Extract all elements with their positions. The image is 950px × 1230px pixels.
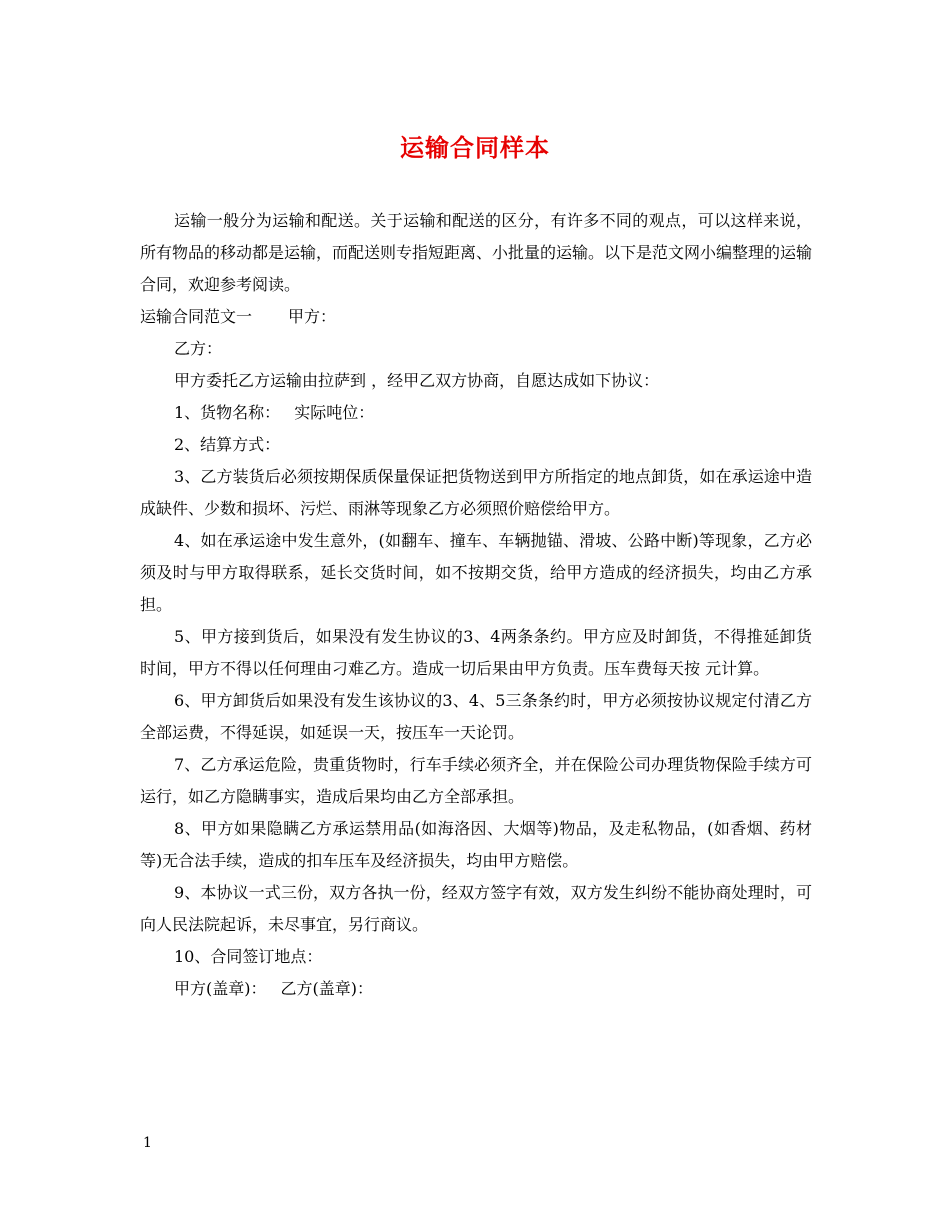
sample-heading: 运输合同范文一 xyxy=(140,307,253,326)
clause-2: 2、结算方式： xyxy=(174,435,281,454)
clause-1 xyxy=(140,397,812,429)
clause-5: 5、甲方接到货后，如果没有发生协议的3、4两条条约。甲方应及时卸货，不得推延卸货时间，甲方不得以任何理由刁难乙方。造成一切后果由甲方负责。压车费每天按 元计算。 xyxy=(140,627,812,678)
document-title: 运输合同样本 xyxy=(400,134,550,162)
clause-7: 7、乙方承运危险，贵重货物时，行车手续必须齐全，并在保险公司办理货物保险手续方可运行，如乙方隐瞒事实，造成后果均由乙方全部承担。 xyxy=(140,755,812,806)
sample-heading-line xyxy=(140,301,812,333)
party-a-label: 甲方： xyxy=(288,307,337,326)
document-body xyxy=(140,205,812,1005)
party-b-label: 乙方： xyxy=(174,339,223,358)
clause-10: 10、合同签订地点： xyxy=(174,947,323,966)
signature-line xyxy=(140,973,812,1005)
clause-1-actual-weight: 实际吨位： xyxy=(294,403,375,422)
party-a-seal: 甲方(盖章)： xyxy=(174,979,267,998)
clause-3: 3、乙方装货后必须按期保质保量保证把货物送到甲方所指定的地点卸货，如在承运途中造成缺件、少数和损坏、污烂、雨淋等现象乙方必须照价赔偿给甲方。 xyxy=(140,467,812,518)
clause-6: 6、甲方卸货后如果没有发生该协议的3、4、5三条条约时，甲方必须按协议规定付清乙方全部运费，不得延误，如延误一天，按压车一天论罚。 xyxy=(140,691,812,742)
party-b-seal: 乙方(盖章)： xyxy=(280,979,373,998)
intro-paragraph: 运输一般分为运输和配送。关于运输和配送的区分，有许多不同的观点，可以这样来说，所有物品的移动都是运输，而配送则专指短距离、小批量的运输。以下是范文网小编整理的运输合同，欢迎参考阅读。 xyxy=(140,211,813,294)
clause-9: 9、本协议一式三份，双方各执一份，经双方签字有效，双方发生纠纷不能协商处理时，可向人民法院起诉，未尽事宜，另行商议。 xyxy=(140,883,812,934)
clause-8: 8、甲方如果隐瞒乙方承运禁用品(如海洛因、大烟等)物品，及走私物品，(如香烟、药材等)无合法手续，造成的扣车压车及经济损失，均由甲方赔偿。 xyxy=(140,819,812,870)
page-number: 1 xyxy=(143,1135,152,1151)
preamble-paragraph: 甲方委托乙方运输由拉萨到 ，经甲乙双方协商，自愿达成如下协议： xyxy=(174,371,660,390)
clause-4: 4、如在承运途中发生意外，(如翻车、撞车、车辆抛锚、滑坡、公路中断)等现象，乙方必须及时与甲方取得联系，延长交货时间，如不按期交货，给甲方造成的经济损失，均由乙方承担。 xyxy=(140,531,812,614)
clause-1-goods-name: 1、货物名称： xyxy=(174,403,281,422)
